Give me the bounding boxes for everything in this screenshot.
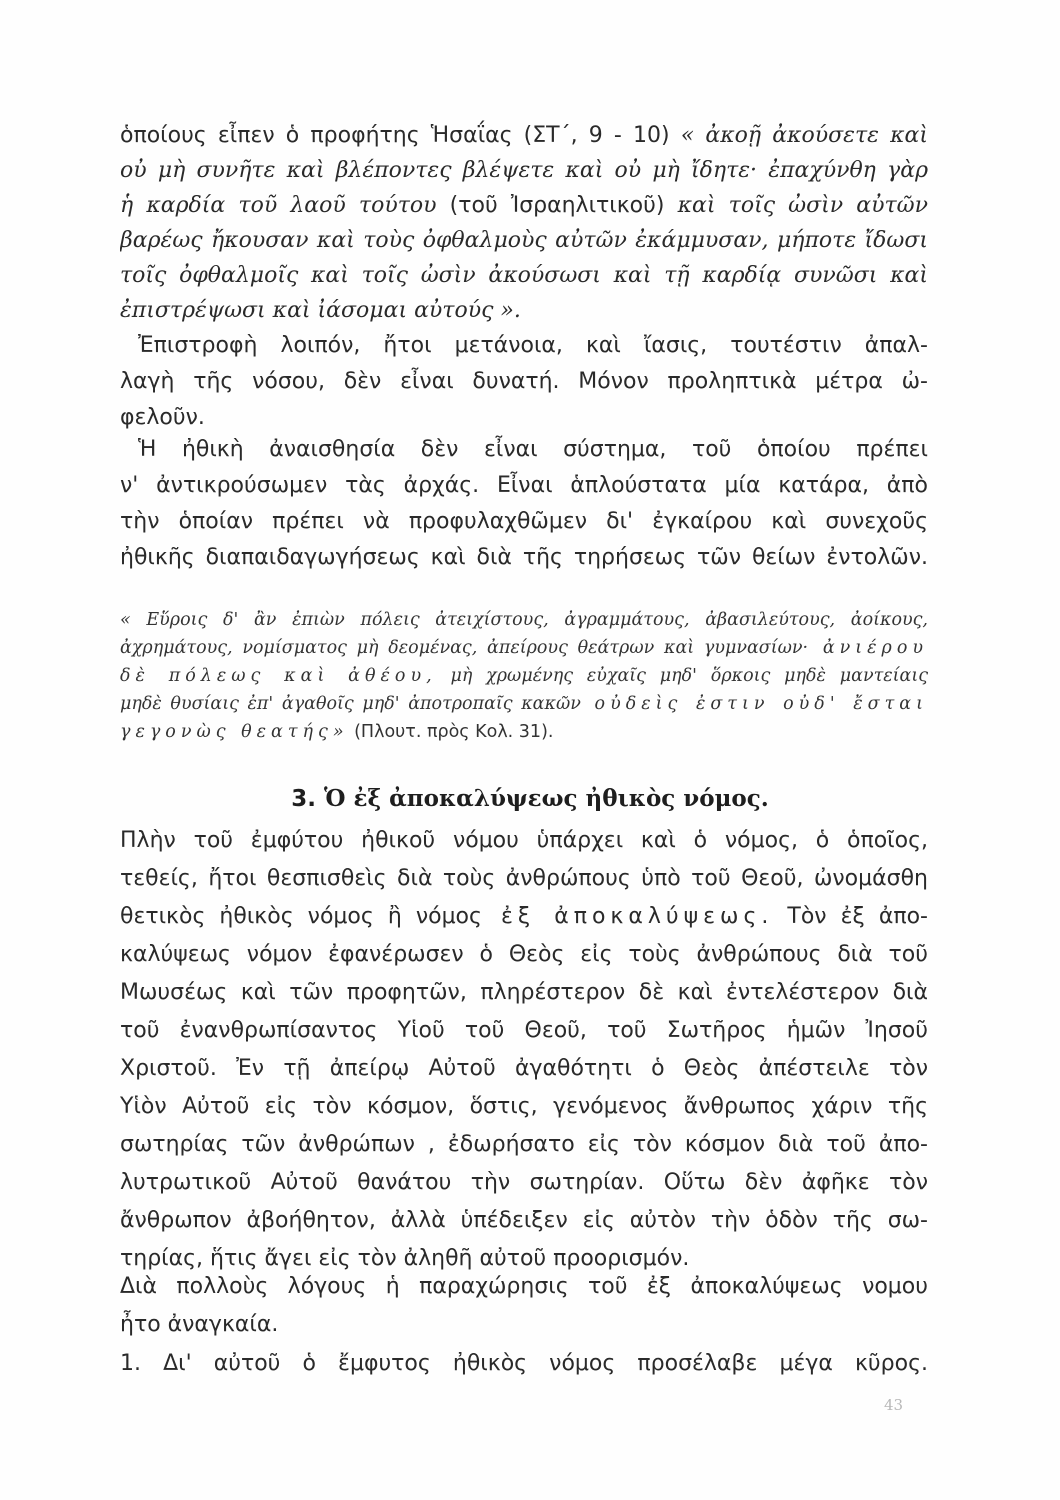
text-line: φελοῦν. [120, 405, 205, 430]
quote-line [120, 662, 928, 690]
text-line [120, 118, 928, 153]
spaced-run: δὲ πόλεως καὶ ἀθέου, [120, 666, 437, 686]
text-line: βαρέως ἤκουσαν καὶ τοὺς ὀφθαλμοὺς αὐτῶν ἐκάμμυσαν, μήποτε ἴδωσι [120, 228, 928, 253]
text-line: οὐ μὴ συνῆτε καὶ βλέποντες βλέψετε καὶ οὐ μὴ ἴδητε· ἐπαχύνθη γὰρ [120, 158, 928, 183]
paragraph-isaiah-quote [120, 118, 928, 328]
text-line: Μωυσέως καὶ τῶν προφητῶν, πληρέστερον δὲ καὶ ἐντελέστερον διὰ [120, 980, 928, 1005]
text-line: τοῖς ὀφθαλμοῖς καὶ τοῖς ὠσὶν ἀκούσωσι καὶ τῇ καρδίᾳ συνῶσι καὶ [120, 263, 928, 288]
text-line: ἐπιστρέψωσι καὶ ἰάσομαι αὐτούς ». [120, 298, 521, 323]
text-line: καλύψεως νόμον ἐφανέρωσεν ὁ Θεὸς εἰς τοὺς ἀνθρώπους διὰ τοῦ [120, 942, 928, 967]
paragraph-repentance [120, 328, 928, 436]
text-line: τεθείς, ἤτοι θεσπισθεὶς διὰ τοὺς ἀνθρώπους ὑπὸ τοῦ Θεοῦ, ὠνομάσθη [120, 866, 928, 891]
quote-line [120, 634, 928, 662]
text-line: ἄνθρωπον ἀβοήθητον, ἀλλὰ ὑπέδειξεν εἰς αὐτὸν τὴν ὁδὸν τῆς σω- [120, 1208, 928, 1233]
text-line: Διὰ πολλοὺς λόγους ἡ παραχώρησις τοῦ ἐξ ἀποκαλύψεως νομου [120, 1274, 928, 1299]
text-run: (τοῦ Ἰσραηλιτικοῦ) [436, 193, 678, 218]
text-line: Πλὴν τοῦ ἐμφύτου ἠθικοῦ νόμου ὑπάρχει καὶ ὁ νόμος, ὁ ὁποῖος, [120, 828, 928, 853]
text-line: τοῦ ἐνανθρωπίσαντος Υἱοῦ τοῦ Θεοῦ, τοῦ Σωτῆρος ἡμῶν Ἰησοῦ [120, 1018, 928, 1043]
text-line: σωτηρίας τῶν ἀνθρώπων , ἐδωρήσατο εἰς τὸν κόσμον διὰ τοῦ ἀπο- [120, 1132, 928, 1157]
page-number: 43 [884, 1396, 904, 1414]
paragraph-insensitivity [120, 432, 928, 576]
quote-plutarch [120, 606, 928, 746]
quote-line [120, 718, 928, 746]
text-line: ἦτο ἀναγκαία. [120, 1312, 279, 1337]
text-run: Τὸν ἐξ ἀπο- [773, 904, 928, 929]
quote-run: ἡ καρδία τοῦ λαοῦ τούτου [120, 193, 437, 218]
quote-run: μὴ χρωμένης εὐχαῖς μηδ' ὅρκοις μηδὲ μαντείαις [436, 666, 928, 686]
text-line: 1. Δι' αὐτοῦ ὁ ἔμφυτος ἠθικὸς νόμος προσέλαβε μέγα κῦρος. [120, 1351, 928, 1376]
text-line: τηρίας, ἥτις ἄγει εἰς τὸν ἀληθῆ αὐτοῦ προορισμόν. [120, 1246, 690, 1271]
quote-line: « Εὕροις δ' ἂν ἐπιὼν πόλεις ἀτειχίστους, ἀγραμμάτους, ἀβασιλεύτους, ἀοίκους, [120, 610, 928, 630]
citation-run: (Πλουτ. πρὸς Κολ. 31). [348, 722, 554, 742]
quote-run: ἀχρημάτους, νομίσματος μὴ δεομένας, ἀπείρους θεάτρων καὶ γυμνασίων· [120, 638, 809, 658]
section-title: Ὁ ἐξ ἀποκαλύψεως ἠθικὸς νόμος. [323, 785, 769, 812]
quote-run: « ἀκοῇ ἀκούσετε καὶ [669, 123, 928, 148]
text-line: Ἡ ἠθικὴ ἀναισθησία δὲν εἶναι σύστημα, τοῦ ὁποίου πρέπει [138, 437, 928, 462]
text-line [120, 188, 928, 223]
quote-line [120, 690, 928, 718]
text-line: Χριστοῦ. Ἐν τῇ ἀπείρῳ Αὐτοῦ ἀγαθότητι ὁ Θεὸς ἀπέστειλε τὸν [120, 1056, 928, 1081]
text-line: Ἐπιστροφὴ λοιπόν, ἤτοι μετάνοια, καὶ ἴασις, τουτέστιν ἀπαλ- [138, 333, 928, 358]
quote-run: μηδὲ θυσίαις ἐπ' ἀγαθοῖς μηδ' ἀποτροπαῖς κακῶν [120, 694, 581, 714]
text-run: θετικὸς ἠθικὸς νόμος ἢ νόμος [120, 904, 482, 929]
spaced-run: ἀνιέρου [808, 638, 928, 658]
paragraph-point-1 [120, 1345, 928, 1383]
quote-run: καὶ τοῖς ὠσὶν αὐτῶν [677, 193, 928, 218]
spaced-run: ἐξ ἀποκαλύψεως. [481, 904, 774, 929]
text-line: Υἱὸν Αὐτοῦ εἰς τὸν κόσμον, ὅστις, γενόμενος ἄνθρωπος χάριν τῆς [120, 1094, 928, 1119]
text-line [120, 898, 928, 936]
text-line: τὴν ὁποίαν πρέπει νὰ προφυλαχθῶμεν δι' ἐγκαίρου καὶ συνεχοῦς [120, 509, 928, 534]
section-number: 3. [291, 786, 316, 812]
text-line: ἠθικῆς διαπαιδαγωγήσεως καὶ διὰ τῆς τηρήσεως τῶν θείων ἐντολῶν. [120, 545, 928, 570]
paragraph-necessity [120, 1268, 928, 1344]
text-run: ὁποίους εἶπεν ὁ προφήτης Ἡσαΐας (ΣΤ΄, 9 - 10) [120, 123, 670, 148]
text-line: ν' ἀντικρούσωμεν τὰς ἀρχάς. Εἶναι ἁπλούστατα μία κατάρα, ἀπὸ [120, 473, 928, 498]
paragraph-revelation [120, 822, 928, 1278]
text-line: λαγὴ τῆς νόσου, δὲν εἶναι δυνατή. Μόνον προληπτικὰ μέτρα ὠ- [120, 369, 928, 394]
text-line: λυτρωτικοῦ Αὐτοῦ θανάτου τὴν σωτηρίαν. Οὕτω δὲν ἀφῆκε τὸν [120, 1170, 928, 1195]
section-heading [0, 785, 1060, 812]
spaced-run: γεγονὼς θεατής» [120, 722, 349, 742]
spaced-run: οὐδεὶς ἐστιν οὐδ' ἔσται [580, 694, 928, 714]
